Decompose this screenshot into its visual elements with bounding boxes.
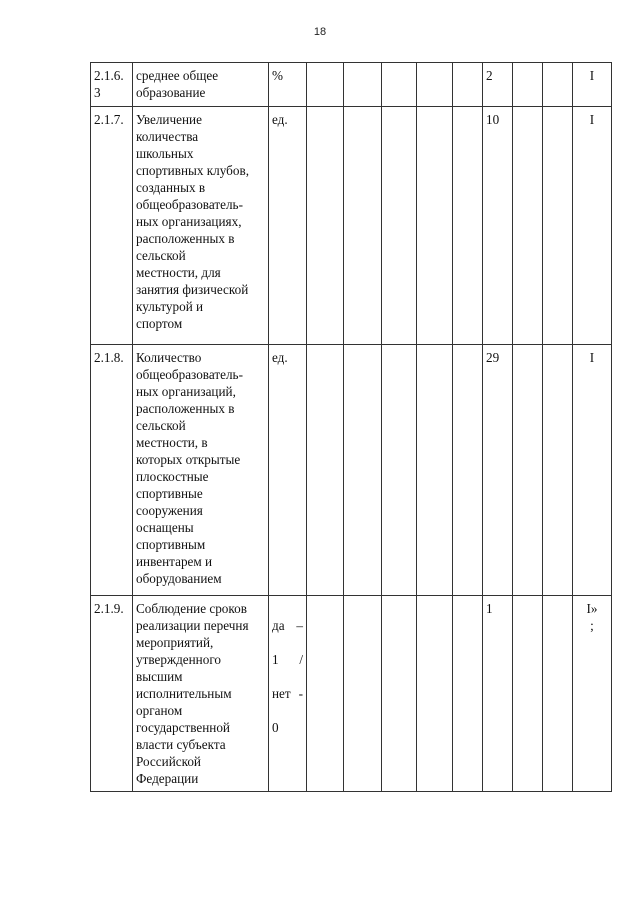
empty-cell bbox=[344, 345, 382, 596]
empty-cell bbox=[513, 596, 543, 792]
empty-cell bbox=[543, 63, 573, 107]
indicator-name: среднее общее образование bbox=[133, 63, 269, 107]
empty-cell bbox=[453, 596, 483, 792]
empty-cell bbox=[417, 596, 453, 792]
last-cell: I» ; bbox=[573, 596, 612, 792]
empty-cell bbox=[543, 107, 573, 345]
empty-cell bbox=[307, 596, 344, 792]
empty-cell bbox=[307, 345, 344, 596]
unit-cell bbox=[269, 596, 307, 792]
empty-cell bbox=[344, 596, 382, 792]
empty-cell bbox=[543, 345, 573, 596]
empty-cell bbox=[344, 63, 382, 107]
empty-cell bbox=[453, 345, 483, 596]
unit-line: нет - bbox=[272, 686, 303, 701]
value-cell: 10 bbox=[483, 107, 513, 345]
page-number: 18 bbox=[313, 26, 327, 38]
empty-cell bbox=[513, 63, 543, 107]
row-number: 2.1.9. bbox=[91, 596, 133, 792]
value-cell: 1 bbox=[483, 596, 513, 792]
empty-cell bbox=[417, 107, 453, 345]
last-cell: I bbox=[573, 63, 612, 107]
value-cell: 29 bbox=[483, 345, 513, 596]
empty-cell bbox=[307, 107, 344, 345]
last-cell: I bbox=[573, 107, 612, 345]
unit-line: % bbox=[272, 68, 283, 83]
empty-cell bbox=[513, 107, 543, 345]
empty-cell bbox=[344, 107, 382, 345]
empty-cell bbox=[417, 345, 453, 596]
empty-cell bbox=[417, 63, 453, 107]
row-number: 2.1.8. bbox=[91, 345, 133, 596]
empty-cell bbox=[543, 596, 573, 792]
empty-cell bbox=[307, 63, 344, 107]
unit-line: 0 bbox=[272, 720, 279, 735]
unit-line: ед. bbox=[272, 112, 288, 127]
indicator-name: Увеличение количества школьных спортивных клубов, созданных в общеобразователь- ных организациях, расположенных в сельской местности, для занятия физической культурой и спортом bbox=[133, 107, 269, 345]
empty-cell bbox=[382, 596, 417, 792]
row-number: 2.1.6. 3 bbox=[91, 63, 133, 107]
table-row bbox=[91, 63, 612, 107]
empty-cell bbox=[382, 345, 417, 596]
unit-line: 1 / bbox=[272, 652, 303, 667]
unit-cell bbox=[269, 63, 307, 107]
indicator-name: Соблюдение сроков реализации перечня мероприятий, утвержденного высшим исполнительным органом государственной власти субъекта Российской Федерации bbox=[133, 596, 269, 792]
empty-cell bbox=[453, 107, 483, 345]
empty-cell bbox=[513, 345, 543, 596]
table-row bbox=[91, 596, 612, 792]
empty-cell bbox=[382, 63, 417, 107]
empty-cell bbox=[382, 107, 417, 345]
row-number: 2.1.7. bbox=[91, 107, 133, 345]
unit-cell bbox=[269, 345, 307, 596]
unit-line: да – bbox=[272, 618, 303, 633]
indicator-name: Количество общеобразователь- ных организаций, расположенных в сельской местности, в которых открытые плоскостные спортивные сооружения оснащены спортивным инвентарем и оборудованием bbox=[133, 345, 269, 596]
indicators-table bbox=[90, 62, 612, 792]
table-row bbox=[91, 107, 612, 345]
table-row bbox=[91, 345, 612, 596]
empty-cell bbox=[453, 63, 483, 107]
last-cell: I bbox=[573, 345, 612, 596]
value-cell: 2 bbox=[483, 63, 513, 107]
unit-line: ед. bbox=[272, 350, 288, 365]
unit-cell bbox=[269, 107, 307, 345]
